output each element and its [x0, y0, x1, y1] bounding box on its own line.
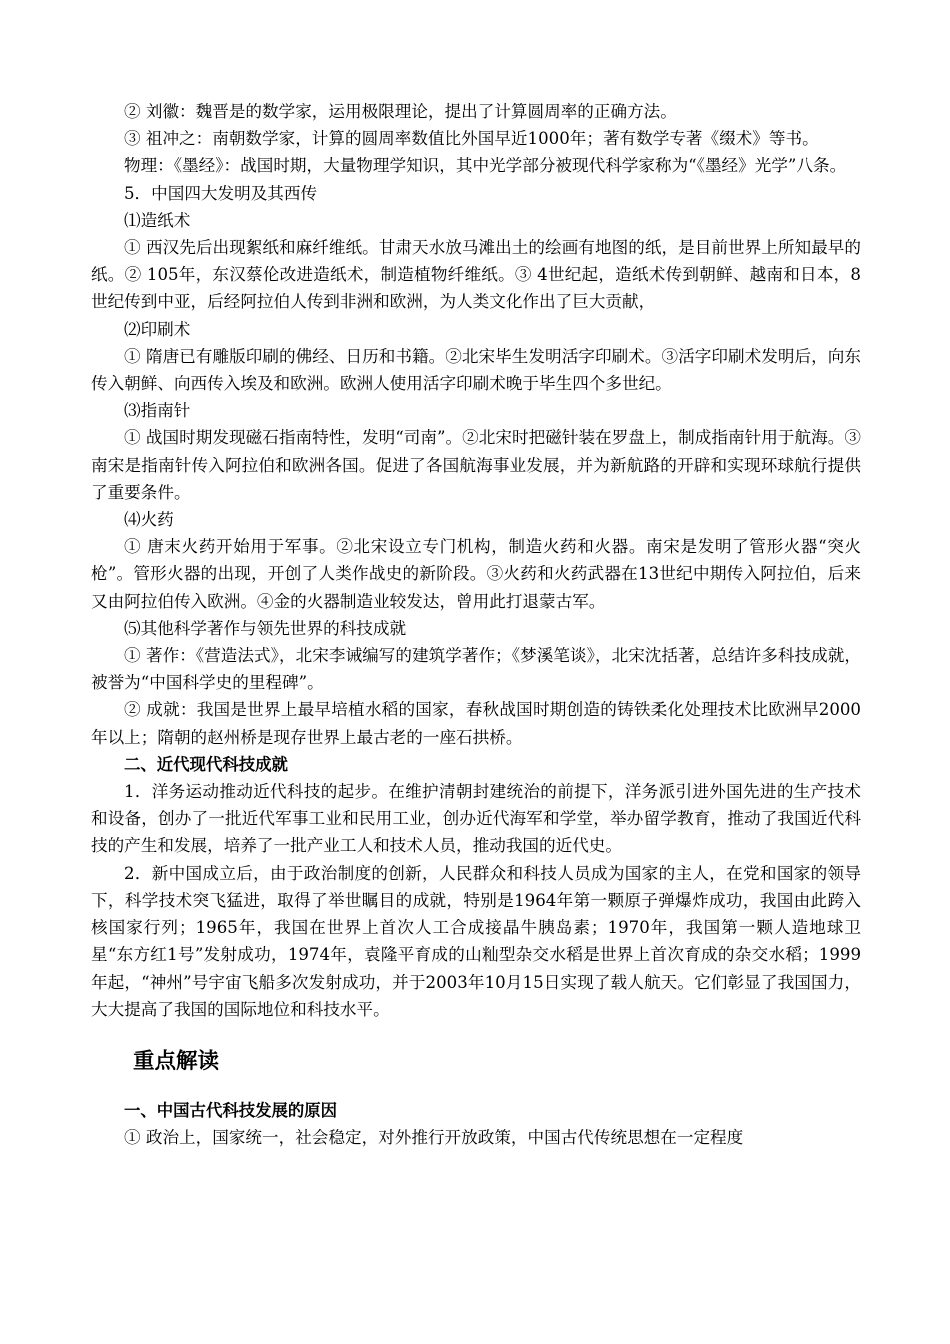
paragraph-westernization: 1．洋务运动推动近代科技的起步。在维护清朝封建统治的前提下，洋务派引进外国先进的生产技术和设备，创办了一批近代军事工业和民用工业，创办近代海军和学堂，举办留学教育，推动了我国近代科技的产生和发展，培养了一批产业工人和技术人员，推动我国的近代史。 — [91, 782, 861, 856]
heading-four-inventions: 5．中国四大发明及其西传 — [124, 183, 318, 203]
paragraph-works: ① 著作：《营造法式》，北宋李诫编写的建筑学著作；《梦溪笔谈》，北宋沈括著，总结许多科技成就，被誉为“中国科学史的里程碑”。 — [91, 646, 861, 693]
paragraph-new-china: 2．新中国成立后，由于政治制度的创新，人民群众和科技人员成为国家的主人，在党和国家的领导下，科学技术突飞猛进，取得了举世瞩目的成就，特别是1964年第一颗原子弹爆炸成功，我国由此跨入核国家行列；1965年，我国在世界上首次人工合成接晶牛胰岛素；1970年，我国第一颗人造地球卫星“东方红1号”发射成功，1974年，袁隆平育成的山籼型杂交水稻是世界上首次育成的杂交水稻；1999年起，“神州”号宇宙飞船多次发射成功，并于2003年10月15日实现了载人航天。它们彰显了我国国力，大大提高了我国的国际地位和科技水平。 — [91, 863, 861, 1019]
heading-other-achievements: ⑸其他科学著作与领先世界的科技成就 — [124, 618, 407, 638]
document-body — [91, 98, 861, 1151]
paragraph-liu-hui: ② 刘徽：魏晋是的数学家，运用极限理论，提出了计算圆周率的正确方法。 — [124, 102, 677, 121]
sub-heading: 一、中国古代科技发展的原因 — [124, 1100, 338, 1120]
heading-modern-achievements: 二、近代现代科技成就 — [124, 754, 288, 774]
paragraph-papermaking: ① 西汉先后出现絮纸和麻纤维纸。甘肃天水放马滩出土的绘画有地图的纸，是目前世界上所知最早的纸。② 105年，东汉蔡伦改进造纸术，制造植物纤维纸。③ 4世纪起，造纸术传到朝鲜、越南和日本，8世纪传到中亚，后经阿拉伯人传到非洲和欧洲，为人类文化作出了巨大贡献， — [91, 238, 861, 312]
paragraph-achievements: ② 成就：我国是世界上最早培植水稻的国家，春秋战国时期创造的铸铁柔化处理技术比欧洲早2000年以上；隋朝的赵州桥是现存世界上最古老的一座石拱桥。 — [91, 700, 861, 747]
heading-compass: ⑶指南针 — [124, 401, 191, 421]
heading-printing: ⑵印刷术 — [124, 319, 191, 339]
paragraph-zu-chongzhi: ③ 祖冲之：南朝数学家，计算的圆周率数值比外国早近1000年；著有数学专著《缀术》等书。 — [124, 129, 819, 149]
section-heading: 重点解读 — [133, 1048, 220, 1074]
paragraph-printing: ① 隋唐已有雕版印刷的佛经、日历和书籍。②北宋毕生发明活字印刷术。③活字印刷术发明后，向东传入朝鲜、向西传入埃及和欧洲。欧洲人使用活字印刷术晚于毕生四个多世纪。 — [91, 346, 861, 394]
paragraph-physics: 物理：《墨经》：战国时期，大量物理学知识，其中光学部分被现代科学家称为“《墨经》光学”八条。 — [124, 156, 847, 176]
paragraph-compass: ① 战国时期发现磁石指南特性，发明“司南”。②北宋时把磁针装在罗盘上，制成指南针用于航海。③南宋是指南针传入阿拉伯和欧洲各国。促进了各国航海事业发展，并为新航路的开辟和实现环球航行提供了重要条件。 — [91, 428, 861, 502]
paragraph-gunpowder: ① 唐末火药开始用于军事。②北宋设立专门机构，制造火药和火器。南宋是发明了管形火器“突火枪”。管形火器的出现，开创了人类作战史的新阶段。③火药和火药武器在13世纪中期传入阿拉伯，后来又由阿拉伯传入欧洲。④金的火器制造业较发达，曾用此打退蒙古军。 — [91, 537, 861, 611]
heading-papermaking: ⑴造纸术 — [124, 210, 191, 230]
paragraph-politics: ① 政治上，国家统一，社会稳定，对外推行开放政策，中国古代传统思想在一定程度 — [124, 1128, 744, 1148]
heading-gunpowder: ⑷火药 — [124, 510, 174, 530]
